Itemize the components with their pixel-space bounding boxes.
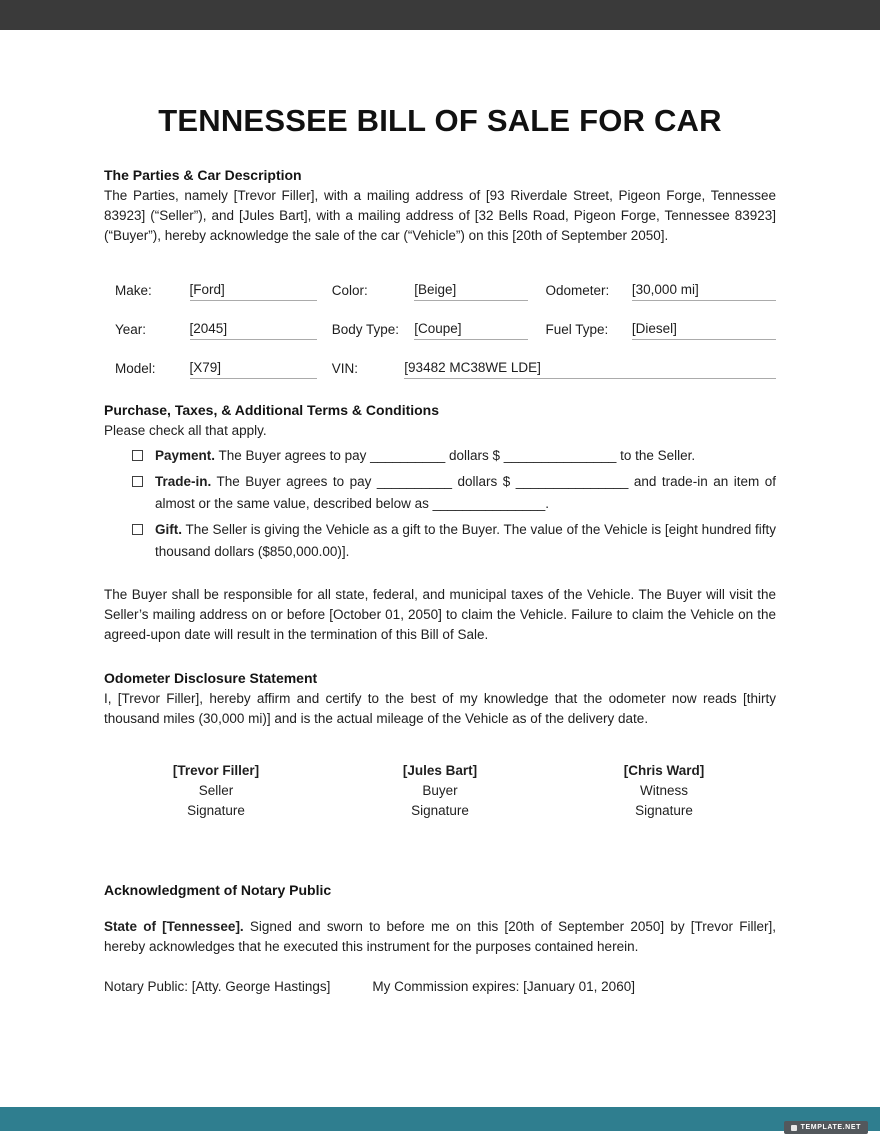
odometer-label: Odometer: <box>545 283 610 298</box>
make-value: [Ford] <box>190 282 317 301</box>
car-details-row <box>104 340 776 379</box>
odometer-paragraph: I, [Trevor Filler], hereby affirm and certify to the best of my knowledge that the odometer now reads [thirty thousand miles (30,000 mi)] and is the actual mileage of the Vehicle as of the delivery date. <box>104 691 776 726</box>
seller-signature-label: Signature <box>187 803 245 818</box>
odometer-heading: Odometer Disclosure Statement <box>104 670 318 686</box>
trade-in-checkbox[interactable] <box>132 476 143 487</box>
witness-name: [Chris Ward] <box>623 763 705 778</box>
parties-heading: The Parties & Car Description <box>104 167 302 183</box>
vin-label: VIN: <box>331 361 359 376</box>
year-label: Year: <box>115 322 147 337</box>
witness-signature-column <box>552 761 776 821</box>
top-bar <box>0 0 880 30</box>
color-value: [Beige] <box>414 282 528 301</box>
gift-option-body: The Seller is giving the Vehicle as a gift to the Buyer. The value of the Vehicle is [eight hundred fifty thousand dollars ($850,000.00)]. <box>155 522 776 559</box>
body-type-value: [Coupe] <box>414 321 528 340</box>
year-value: [2045] <box>190 321 317 340</box>
purchase-options-list <box>104 445 776 563</box>
payment-option-label: Payment. <box>155 448 216 463</box>
buyer-signature-column <box>328 761 552 821</box>
model-label: Model: <box>115 361 156 376</box>
notary-heading: Acknowledgment of Notary Public <box>104 882 332 898</box>
model-value: [X79] <box>190 360 317 379</box>
buyer-name: [Jules Bart] <box>402 763 478 778</box>
payment-option-body: The Buyer agrees to pay __________ dollars $ _______________ to the Seller. <box>215 448 696 463</box>
template-net-badge[interactable] <box>784 1121 868 1134</box>
fuel-type-value: [Diesel] <box>632 321 776 340</box>
witness-signature-label: Signature <box>635 803 693 818</box>
seller-name: [Trevor Filler] <box>172 763 260 778</box>
body-type-label: Body Type: <box>331 322 400 337</box>
document-content <box>0 30 880 997</box>
gift-checkbox[interactable] <box>132 524 143 535</box>
seller-role: Seller <box>198 783 234 798</box>
template-net-badge-label: TEMPLATE.NET <box>800 1124 861 1131</box>
witness-role: Witness <box>639 783 688 798</box>
template-net-logo-icon <box>791 1125 797 1131</box>
commission-expiry: My Commission expires: [January 01, 2060] <box>372 979 635 994</box>
notary-paragraph-body: Signed and sworn to before me on this [20th of September 2050] by [Trevor Filler], hereby acknowledges that he executed this instrument for the purposes contained herein. <box>104 919 776 954</box>
gift-option <box>132 519 776 563</box>
fuel-type-label: Fuel Type: <box>545 322 609 337</box>
gift-option-text <box>155 519 776 563</box>
car-details-row <box>104 301 776 340</box>
notary-paragraph <box>104 917 776 957</box>
purchase-heading: Purchase, Taxes, & Additional Terms & Conditions <box>104 402 440 418</box>
car-details-row <box>104 262 776 301</box>
gift-option-label: Gift. <box>155 522 182 537</box>
make-label: Make: <box>115 283 152 298</box>
odometer-value: [30,000 mi] <box>632 282 776 301</box>
purchase-intro: Please check all that apply. <box>104 423 267 438</box>
trade-in-option <box>132 471 776 515</box>
payment-option-text <box>155 445 695 467</box>
trade-in-option-body: The Buyer agrees to pay __________ dollars $ _______________ and trade-in an item of almost or the same value, described below as _______________. <box>155 474 776 511</box>
notary-signature-line <box>104 977 776 997</box>
document-title: TENNESSEE BILL OF SALE FOR CAR <box>158 103 722 138</box>
taxes-paragraph: The Buyer shall be responsible for all state, federal, and municipal taxes of the Vehicle. The Buyer will visit the Seller’s mailing address on or before [October 01, 2050] to claim the Vehicle. Failure to claim the Vehicle on the agreed-upon date will result in the termination of this Bill of Sale. <box>104 587 776 642</box>
notary-public-name: Notary Public: [Atty. George Hastings] <box>104 979 331 994</box>
payment-checkbox[interactable] <box>132 450 143 461</box>
buyer-signature-label: Signature <box>411 803 469 818</box>
payment-option <box>132 445 776 467</box>
buyer-role: Buyer <box>422 783 458 798</box>
vin-value: [93482 MC38WE LDE] <box>404 360 776 379</box>
parties-paragraph: The Parties, namely [Trevor Filler], with a mailing address of [93 Riverdale Street, Pigeon Forge, Tennessee 83923] (“Seller”), and [Jules Bart], with a mailing address of [32 Bells Road, Pigeon Forge, Tennessee 83923] (“Buyer”), hereby acknowledge the sale of the car (“Vehicle”) on this [20th of September 2050]. <box>104 188 776 243</box>
notary-state-label: State of [Tennessee]. <box>104 919 244 934</box>
trade-in-option-label: Trade-in. <box>155 474 212 489</box>
trade-in-option-text <box>155 471 776 515</box>
signature-block <box>104 761 776 821</box>
car-details-table <box>104 262 776 379</box>
footer-bar <box>0 1107 880 1131</box>
seller-signature-column <box>104 761 328 821</box>
color-label: Color: <box>331 283 368 298</box>
